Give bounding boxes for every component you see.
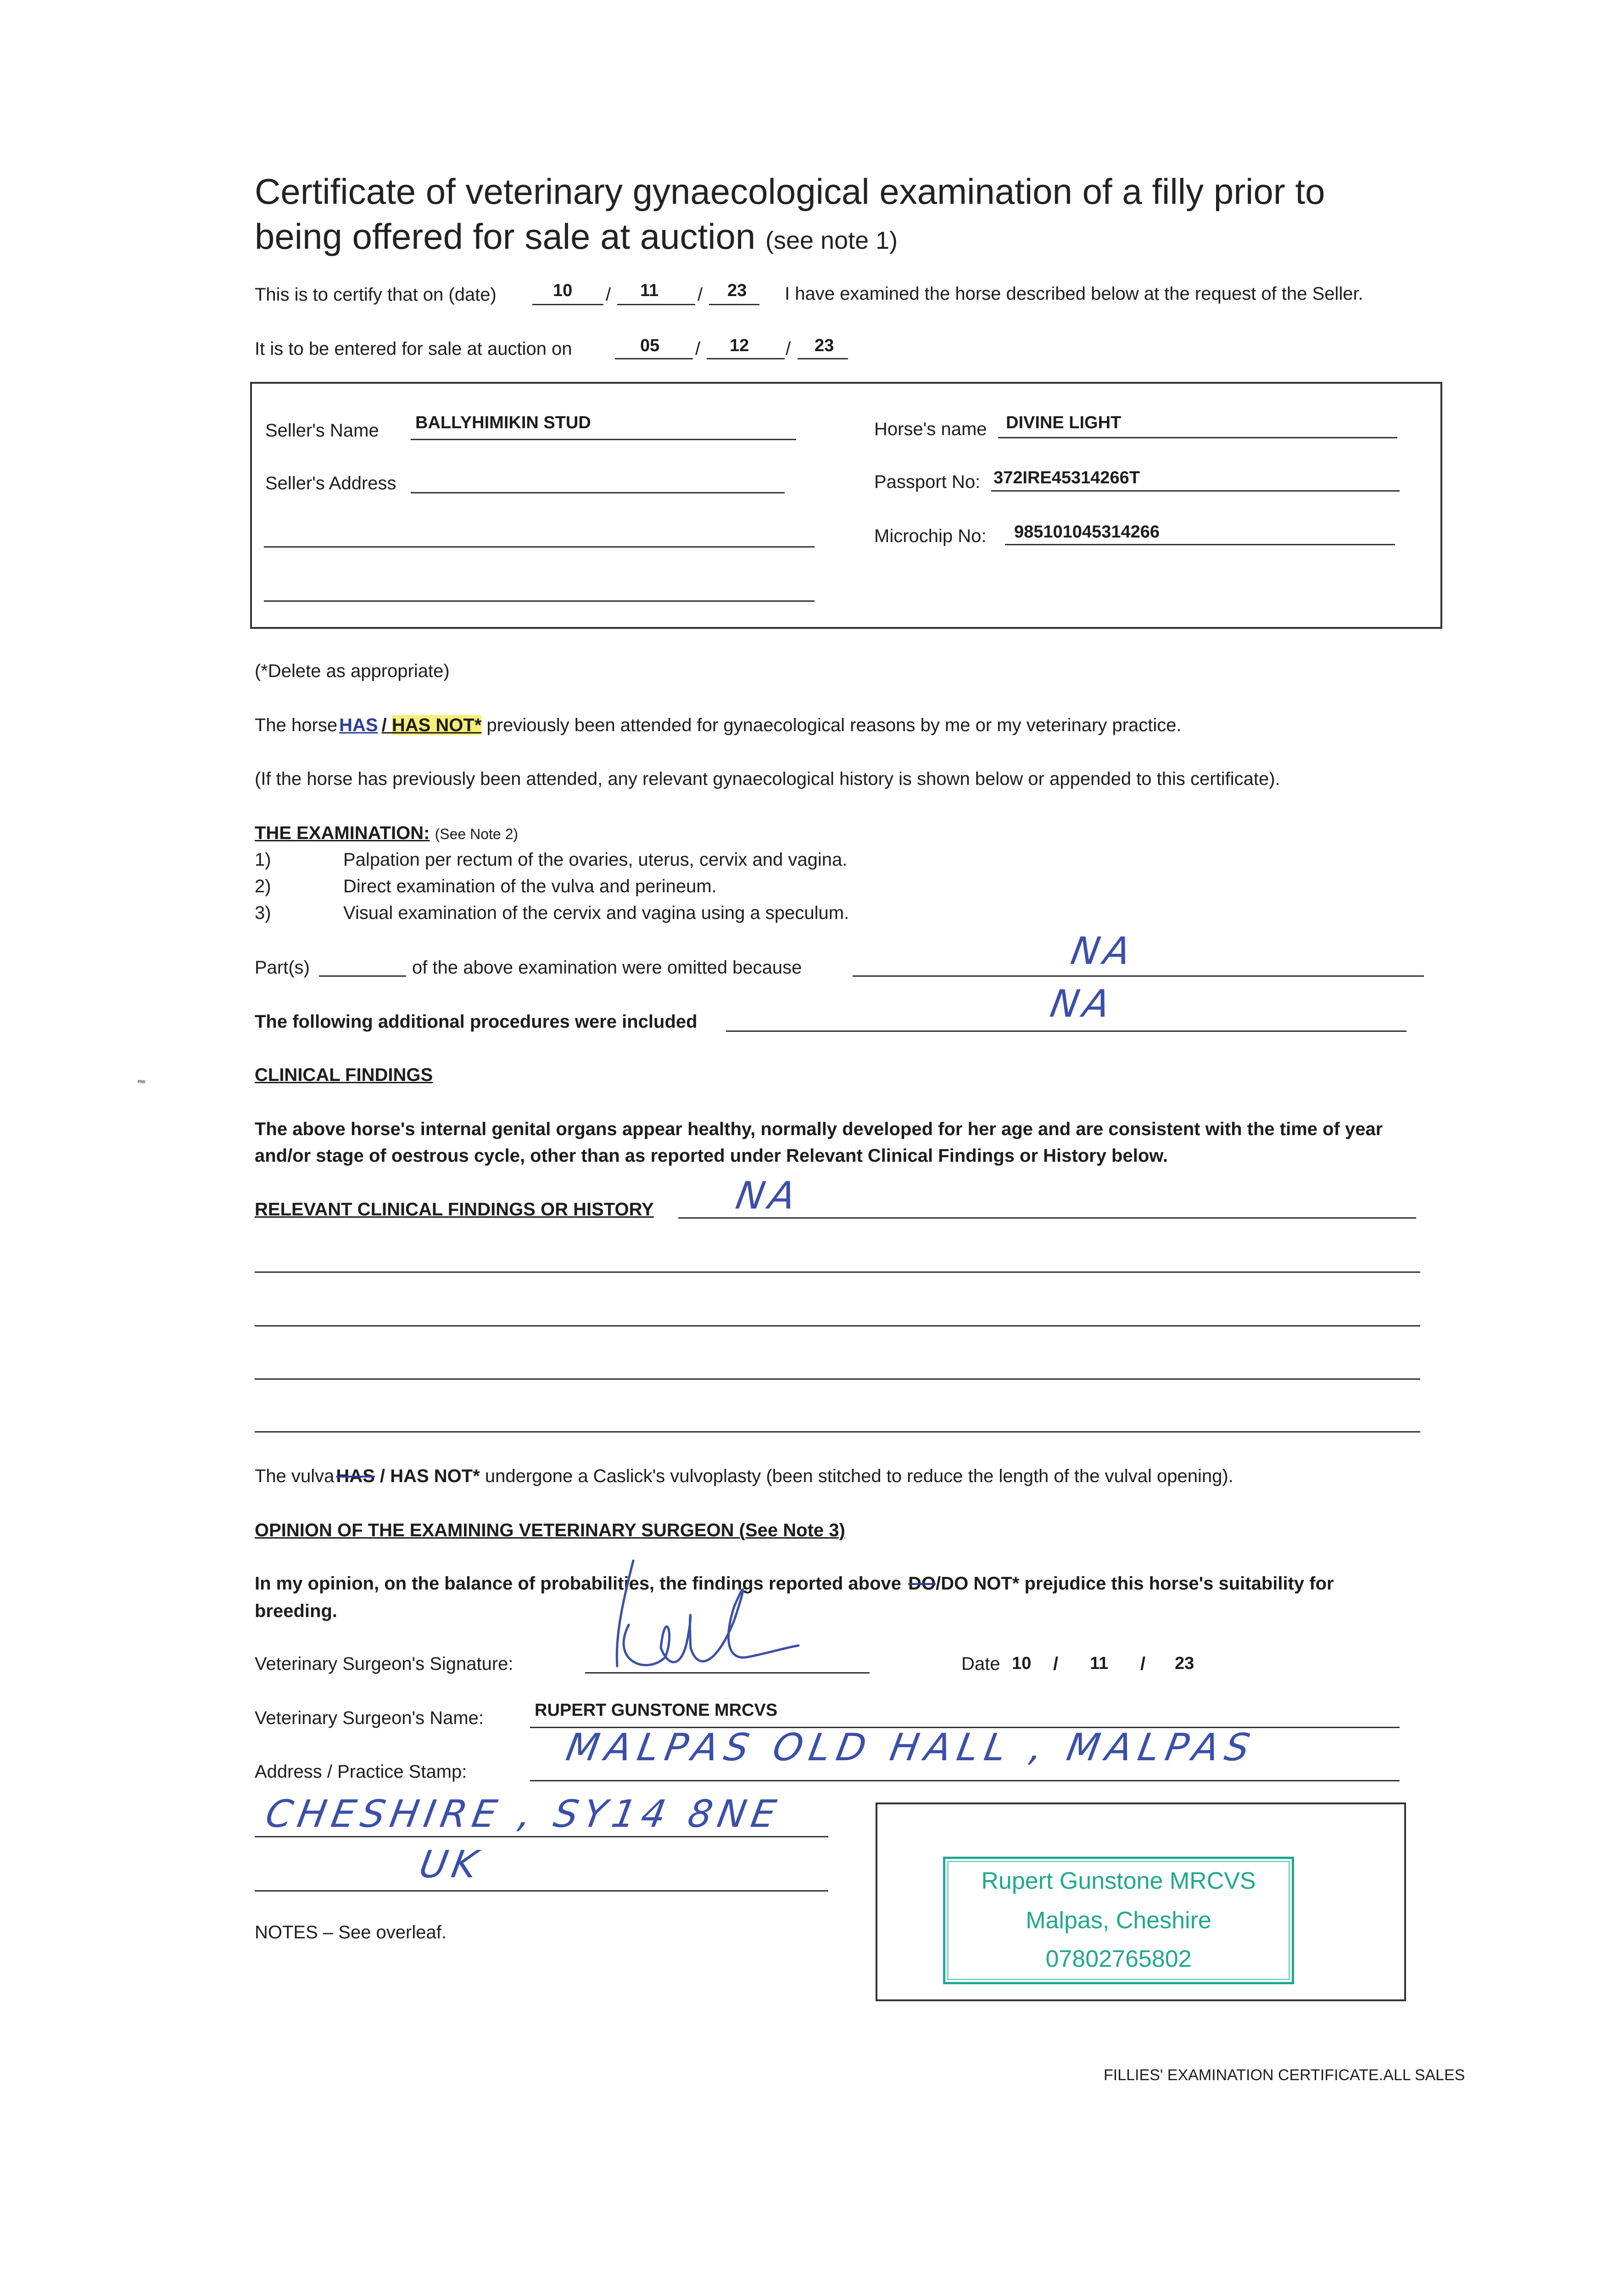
sig-date-sep2: / (1140, 1654, 1146, 1674)
opinion-do: DO (908, 1573, 936, 1594)
exam-item-2 (255, 877, 717, 896)
clinical-heading: CLINICAL FINDINGS (255, 1065, 433, 1085)
omitted-reason-line (853, 975, 1424, 977)
auction-month: 12 (730, 336, 749, 355)
omitted-prefix: Part(s) (255, 957, 310, 978)
microchip-line (1005, 544, 1395, 545)
seller-name-line (411, 439, 796, 440)
notes: NOTES – See overleaf. (255, 1922, 446, 1942)
history-note: (If the horse has previously been attended, any relevant gynaecological history is shown below or appended to this certificate). (255, 769, 1280, 789)
omitted-parts-line (319, 975, 406, 977)
vulva-line (255, 1467, 1233, 1485)
exam-item-3-text: Visual examination of the cervix and vagina using a speculum. (343, 903, 849, 923)
seller-address-label: Seller's Address (265, 473, 396, 493)
title-line2 (255, 214, 1325, 263)
exam-item-3 (255, 904, 849, 922)
opinion-heading: OPINION OF THE EXAMINING VETERINARY SURGEON (See Note 3) (255, 1520, 845, 1540)
opinion-line1-prefix: In my opinion, on the balance of probabilities, the findings reported above (255, 1573, 902, 1594)
examination-heading-row (255, 824, 518, 842)
practice-stamp (943, 1857, 1294, 1984)
attended-suffix: previously been attended for gynaecological reasons by me or my veterinary practice. (486, 715, 1182, 735)
attended-has: HAS (339, 715, 378, 735)
auction-day: 05 (640, 336, 660, 355)
sig-date-sep1: / (1053, 1654, 1059, 1674)
relevant-value: NA (732, 1174, 804, 1218)
opinion-line2: breeding. (255, 1601, 338, 1621)
delete-note: (*Delete as appropriate) (255, 661, 450, 681)
address-line3: UK (416, 1843, 486, 1886)
auction-year-line (798, 358, 848, 359)
certify-prefix: This is to certify that on (date) (255, 285, 497, 305)
sig-date-month: 11 (1090, 1654, 1109, 1673)
omitted-value: NA (1067, 929, 1138, 973)
relevant-line-3 (255, 1325, 1420, 1327)
page-title (255, 169, 1325, 263)
additional-value: NA (1047, 982, 1118, 1026)
vulva-suffix: undergone a Caslick's vulvoplasty (been stitched to reduce the length of the vulval opening). (485, 1466, 1233, 1486)
certify-day: 10 (553, 281, 573, 300)
exam-item-2-text: Direct examination of the vulva and perineum. (343, 876, 717, 896)
sig-date-year: 23 (1175, 1654, 1194, 1673)
additional-label: The following additional procedures were included (255, 1012, 698, 1032)
certify-sep1: / (606, 285, 611, 305)
signature-label: Veterinary Surgeon's Signature: (255, 1654, 513, 1674)
certify-day-line (532, 304, 603, 305)
attended-slash: / (381, 715, 387, 735)
footer-text: FILLIES' EXAMINATION CERTIFICATE.ALL SALES (1104, 2066, 1465, 2084)
examination-note: (See Note 2) (435, 826, 519, 842)
title-line1: Certificate of veterinary gynaecological examination of a filly prior to (255, 171, 1325, 212)
vulva-rest: / HAS NOT* (380, 1466, 480, 1486)
microchip-number: 985101045314266 (1014, 522, 1160, 542)
title-note: (see note 1) (765, 227, 898, 254)
exam-item-1-text: Palpation per rectum of the ovaries, uterus, cervix and vagina. (343, 850, 848, 870)
vet-name-label: Veterinary Surgeon's Name: (255, 1708, 484, 1728)
seller-address-line2 (264, 546, 815, 548)
address-line-1 (530, 1780, 1400, 1781)
seller-address-line1 (411, 492, 785, 493)
address-line1: MALPAS OLD HALL , MALPAS (563, 1726, 1260, 1769)
exam-item-2-num: 2) (255, 876, 271, 896)
auction-sep1: / (695, 339, 701, 359)
additional-line (726, 1030, 1406, 1032)
horse-name-line (998, 437, 1397, 438)
exam-item-3-num: 3) (255, 903, 271, 923)
address-line-2 (255, 1836, 828, 1837)
passport-line (991, 490, 1400, 492)
horse-name-label: Horse's name (874, 419, 987, 439)
auction-sep2: / (786, 339, 791, 359)
seller-name-label: Seller's Name (265, 420, 379, 441)
opinion-line1-rest: /DO NOT* prejudice this horse's suitability for (936, 1573, 1334, 1594)
auction-day-line (615, 358, 693, 359)
sig-date-day: 10 (1012, 1654, 1032, 1673)
passport-label: Passport No: (874, 472, 981, 492)
clinical-statement-2: and/or stage of oestrous cycle, other than as reported under Relevant Clinical Findings or History below. (255, 1146, 1168, 1166)
exam-item-1-num: 1) (255, 850, 271, 870)
attended-slash-wrap (382, 715, 482, 735)
certify-suffix: I have examined the horse described below at the request of the Seller. (785, 284, 1363, 304)
signature-stroke-1 (617, 1561, 798, 1666)
relevant-line-5 (255, 1431, 1420, 1433)
stamp-line2: Malpas, Cheshire (1026, 1907, 1211, 1934)
certify-month-line (617, 304, 695, 305)
certify-year-line (709, 304, 759, 305)
examination-heading: THE EXAMINATION: (255, 823, 430, 843)
certify-sep2: / (698, 285, 703, 305)
auction-month-line (707, 358, 785, 359)
auction-prefix: It is to be entered for sale at auction on (255, 339, 572, 359)
seller-address-line3 (264, 600, 815, 602)
microchip-label: Microchip No: (874, 526, 987, 546)
omitted-suffix: of the above examination were omitted because (412, 957, 802, 978)
address-label: Address / Practice Stamp: (255, 1762, 467, 1782)
auction-year: 23 (815, 336, 834, 355)
certify-month: 11 (640, 281, 659, 300)
address-line2: CHESHIRE , SY14 8NE (262, 1792, 785, 1836)
relevant-line-2 (255, 1271, 1420, 1273)
vulva-has: HAS (336, 1466, 375, 1486)
vet-name: RUPERT GUNSTONE MRCVS (535, 1701, 778, 1720)
seller-name: BALLYHIMIKIN STUD (415, 413, 591, 432)
address-line-3 (255, 1890, 828, 1892)
attended-prefix: The horse (255, 715, 338, 735)
stamp-line3: 07802765802 (1045, 1946, 1192, 1972)
vulva-prefix: The vulva (255, 1466, 335, 1486)
exam-item-1 (255, 851, 847, 869)
signature-text: RW (138, 1080, 145, 1085)
title-line2-text: being offered for sale at auction (255, 216, 756, 257)
relevant-line-4 (255, 1378, 1420, 1380)
date-label: Date (961, 1654, 1000, 1674)
horse-name: DIVINE LIGHT (1006, 413, 1122, 432)
attended-line (255, 716, 1182, 734)
passport-number: 372IRE45314266T (993, 468, 1140, 487)
stamp-line1: Rupert Gunstone MRCVS (981, 1868, 1256, 1894)
relevant-heading: RELEVANT CLINICAL FINDINGS OR HISTORY (255, 1199, 654, 1220)
certify-year: 23 (727, 281, 747, 300)
attended-has-not: HAS NOT* (391, 715, 482, 735)
clinical-statement-1: The above horse's internal genital organs appear healthy, normally developed for her age and are consistent with the time of year (255, 1119, 1383, 1139)
